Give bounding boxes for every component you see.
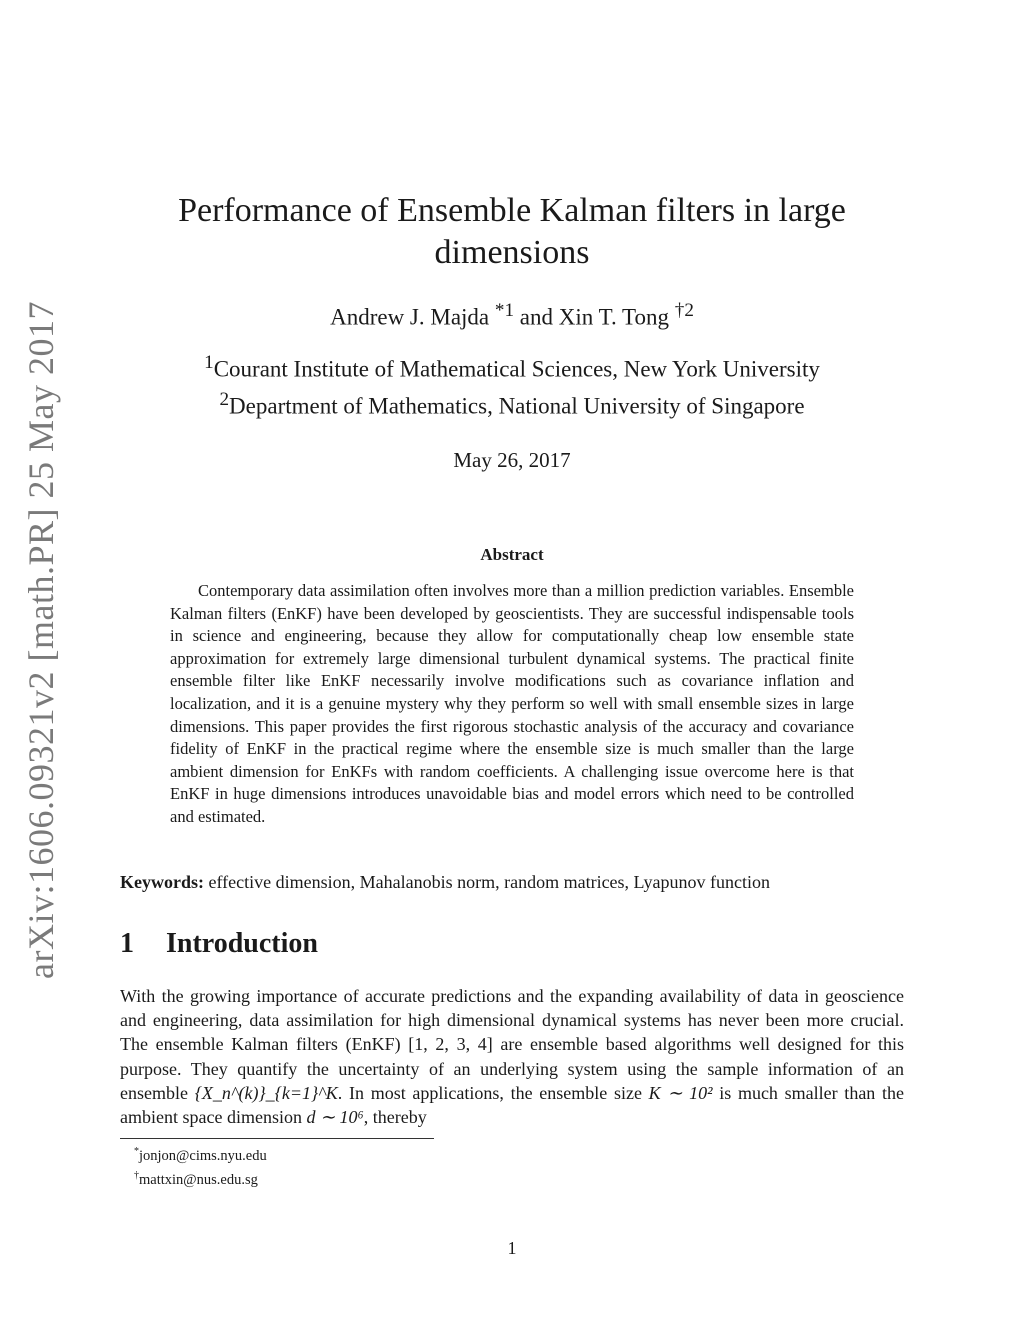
keywords <box>120 872 904 893</box>
affiliations <box>120 348 904 421</box>
author-list <box>120 300 904 331</box>
title-line-1: Performance of Ensemble Kalman filters in large <box>178 192 846 229</box>
footnote-2-mark: † <box>134 1169 139 1181</box>
footnote-1 <box>134 1142 267 1166</box>
affiliation-2 <box>120 385 904 422</box>
author-1-marks: *1 <box>494 300 515 321</box>
intro-text-3: is much smaller than the ambient space dimension <box>120 1082 904 1128</box>
abstract-body: Contemporary data assimilation often involves more than a million prediction variables. Ensemble Kalman filters (EnKF) have been developed by geoscientists. They are successful indispensable tools in science and engineering, because they allow for computationally cheap low ensemble state approximation for extremely large dimensional turbulent dynamical systems. The practical finite ensemble filter like EnKF necessarily involve modifications such as covariance inflation and localization, and it is a genuine mystery why they perform so well with small ensemble sizes in large dimensions. This paper provides the first rigorous stochastic analysis of the accuracy and covariance fidelity of EnKF in the practical regime where the ensemble size is much smaller than the large ambient dimension for EnKFs with random coefficients. A challenging issue overcome here is that EnKF in huge dimensions introduces unavoidable bias and model errors which need to be controlled and estimated. <box>170 581 854 826</box>
author-1-name: Andrew J. Majda <box>330 304 490 330</box>
author-2-name: Xin T. Tong <box>558 304 669 330</box>
keywords-text: effective dimension, Mahalanobis norm, random matrices, Lyapunov function <box>208 872 771 892</box>
author-conjunction: and <box>519 304 554 330</box>
math-dimension: d ∼ 10⁶ <box>306 1107 364 1128</box>
affiliation-1-text: Courant Institute of Mathematical Sciences, New York University <box>213 356 820 382</box>
section-heading <box>120 928 318 960</box>
section-title: Introduction <box>166 928 318 959</box>
footnote-1-email: jonjon@cims.nyu.edu <box>139 1147 267 1164</box>
math-ensemble: {X_n^(k)}_{k=1}^K <box>194 1082 338 1103</box>
title-line-2: dimensions <box>434 234 590 271</box>
intro-text-2: . In most applications, the ensemble size <box>337 1082 649 1103</box>
page-number: 1 <box>507 1238 517 1258</box>
intro-text-4: , thereby <box>363 1107 427 1128</box>
footnote-rule <box>120 1138 434 1139</box>
keywords-label: Keywords: <box>120 872 204 892</box>
publication-date: May 26, 2017 <box>453 448 571 472</box>
affiliation-1 <box>120 348 904 385</box>
affiliation-2-mark: 2 <box>219 388 230 410</box>
intro-paragraph <box>120 984 904 1129</box>
footnote-2-email: mattxin@nus.edu.sg <box>139 1171 258 1188</box>
section-number: 1 <box>120 928 134 959</box>
affiliation-1-mark: 1 <box>204 352 214 373</box>
author-2-marks: †2 <box>674 300 694 321</box>
footnote-1-mark: * <box>134 1146 139 1157</box>
paper-title <box>120 190 904 274</box>
affiliation-2-text: Department of Mathematics, National University of Singapore <box>229 393 805 419</box>
arxiv-identifier-stamp: arXiv:1606.09321v2 [math.PR] 25 May 2017 <box>21 301 61 979</box>
intro-text-1: With the growing importance of accurate predictions and the expanding availability of data in geoscience and engineering, data assimilation for high dimensional dynamical systems has never been more crucial. The ensemble Kalman filters (EnKF) [1, 2, 3, 4] are ensemble based algorithms well designed for this purpose. They quantify the uncertainty of an underlying system using the sample information of an ensemble <box>120 986 904 1103</box>
footnotes <box>134 1142 267 1190</box>
math-ensemble-size: K ∼ 10² <box>648 1082 713 1103</box>
abstract-heading: Abstract <box>480 545 544 564</box>
footnote-2 <box>134 1166 267 1190</box>
